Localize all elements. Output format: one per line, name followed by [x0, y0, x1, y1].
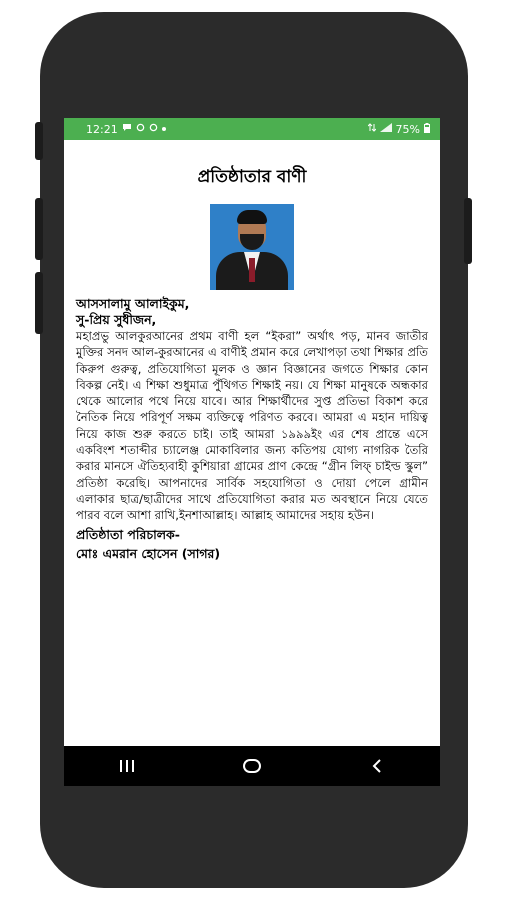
page-title: প্রতিষ্ঠাতার বাণী [197, 167, 307, 187]
status-bar-left [86, 123, 166, 136]
message-icon [122, 123, 132, 135]
back-button[interactable] [347, 746, 407, 786]
battery-icon [424, 123, 430, 136]
power-button [464, 198, 472, 264]
phone-side-button [35, 122, 43, 160]
message-text-block [76, 296, 428, 562]
dot-icon [162, 125, 166, 134]
sync-icon [136, 123, 145, 135]
greeting-line-2: সু-প্রিয় সুধীজন, [76, 312, 157, 327]
volume-up-button [35, 198, 43, 260]
status-bar [64, 118, 440, 140]
phone-screen [64, 118, 440, 786]
back-icon [372, 759, 382, 773]
greeting-line-1: আসসালামু আলাইকুম, [76, 296, 190, 311]
recents-icon [119, 759, 135, 773]
navigation-bar [64, 746, 440, 786]
data-icon [368, 123, 376, 135]
founder-photo [210, 204, 294, 290]
sync-icon [149, 123, 158, 135]
signal-icon [380, 123, 392, 135]
recents-button[interactable] [97, 746, 157, 786]
content-area[interactable] [64, 140, 440, 746]
battery-percent: 75% [395, 122, 420, 136]
message-body: মহাপ্রভু আলকুরআনের প্রথম বাণী হল “ইকরা” অর্থাৎ পড়, মানব জাতীর মুক্তির সনদ আল-কুরআনের এ বাণীই প্রমান করে লেখাপড়া তথা শিক্ষার প্রতি কিরুপ গুরুত্ব, প্রতিযোগিতা মূলক ও জ্ঞান বিজ্ঞানের জগতে শিক্ষার কোন বিকল্প নেই। এ শিক্ষা শুধুমাত্র পুঁথিগত শিক্ষাই নয়। যে শিক্ষা মানুষকে অন্ধকার থেকে আলোর পথে নিয়ে যাবে। আর শিক্ষার্থীদের সুপ্ত প্রতিভা বিকাশ করে নৈতিক নিয়ে পরিপূর্ণ সক্ষম ব্যক্তিত্বে পরিণত করবে। আমরা এ মহান দায়িত্ব নিয়ে কাজ শুরু করতে চাই। তাই আমরা ১৯৯৯ইং এর শেষ প্রান্তে এসে একবিংশ শতাব্দীর চ্যালেঞ্জ মোকাবিলার জন্য কতিপয় যোগ্য নাগরিক তৈরি করার মানসে ঐতিহ্যবাহী কুশিয়ারা গ্রামের প্রাণ কেন্দ্রে “গ্রীন লিফ্ চাইল্ড স্কুল” প্রতিষ্ঠা করেছি। আপনাদের সার্বিক সহযোগিতা ও দোয়া পেলে গ্রামীন এলাকার ছাত্র/ছাত্রীদের সাথে প্রতিযোগিতা করার মত অবস্থানে নিয়ে যেতে পারব বলে আশা রাখি,ইনশাআল্লাহ। আল্লাহ আমাদের সহায় হউন। [76, 329, 428, 523]
status-bar-right [368, 123, 430, 136]
home-button[interactable] [222, 746, 282, 786]
signer-title: প্রতিষ্ঠাতা পরিচালক- [76, 526, 180, 542]
signer-name: মোঃ এমরান হোসেন (সাগর) [76, 545, 221, 561]
volume-down-button [35, 272, 43, 334]
home-icon [243, 759, 261, 773]
status-time: 12:21 [86, 122, 118, 136]
